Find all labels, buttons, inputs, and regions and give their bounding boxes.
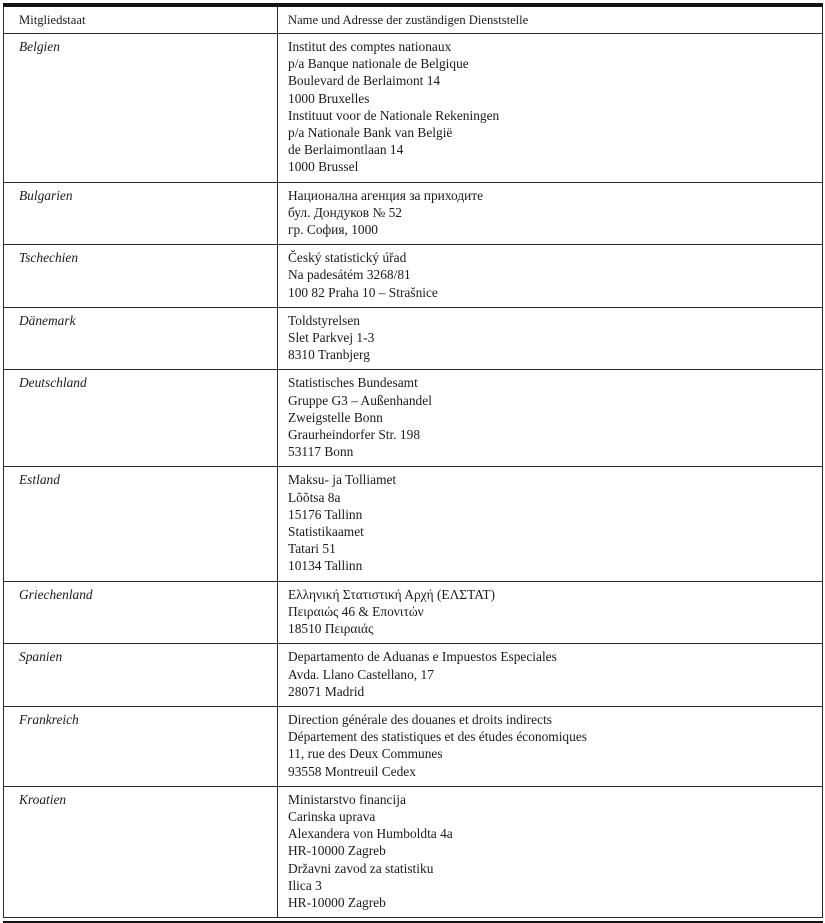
- member-state-name: Griechenland: [19, 586, 93, 602]
- table-row: [4, 307, 823, 370]
- address-line: 15176 Tallinn: [288, 506, 363, 522]
- address-line: 93558 Montreuil Cedex: [288, 763, 416, 779]
- member-state-name: Estland: [19, 472, 60, 488]
- member-state-name: Dänemark: [19, 312, 76, 328]
- member-state-cell: [4, 370, 278, 467]
- address-line: 1000 Brussel: [288, 159, 359, 175]
- member-state-name: Bulgarien: [19, 187, 73, 203]
- address-line: 10134 Tallinn: [288, 558, 363, 574]
- address-line: Avda. Llano Castellano, 17: [288, 666, 434, 682]
- table-row: [4, 370, 823, 467]
- address-line: Ilica 3: [288, 877, 322, 893]
- member-state-cell: [4, 706, 278, 786]
- address-line: p/a Banque nationale de Belgique: [288, 56, 469, 72]
- member-state-name: Spanien: [19, 649, 63, 665]
- address-line: Département des statistiques et des études économiques: [288, 729, 587, 745]
- address-line: Statistikaamet: [288, 524, 364, 540]
- table-body: [4, 34, 823, 918]
- address-line: Toldstyrelsen: [288, 312, 360, 328]
- table-row: [4, 581, 823, 644]
- table-row: [4, 467, 823, 581]
- header-row: [4, 5, 823, 34]
- member-state-cell: [4, 182, 278, 245]
- address-line: Slet Parkvej 1-3: [288, 330, 375, 346]
- address-line: 28071 Madrid: [288, 683, 365, 699]
- address-line: Boulevard de Berlaimont 14: [288, 73, 441, 89]
- address-line: 100 82 Praha 10 – Strašnice: [288, 284, 438, 300]
- address-line: HR-10000 Zagreb: [288, 894, 386, 910]
- authority-cell: [278, 245, 823, 308]
- competent-authorities-table: [3, 3, 823, 918]
- table-row: [4, 182, 823, 245]
- address-line: Institut des comptes nationaux: [288, 39, 452, 54]
- member-state-name: Tschechien: [19, 250, 79, 266]
- member-state-cell: [4, 307, 278, 370]
- address-line: Carinska uprava: [288, 808, 376, 824]
- address-line: p/a Nationale Bank van België: [288, 125, 453, 141]
- header-member-state: Mitgliedstaat: [4, 5, 278, 34]
- address-line: Alexandera von Humboldta 4a: [288, 826, 453, 842]
- member-state-cell: [4, 245, 278, 308]
- address-line: HR-10000 Zagreb: [288, 843, 386, 859]
- authority-cell: [278, 182, 823, 245]
- member-state-name: Kroatien: [19, 791, 67, 807]
- authority-cell: [278, 706, 823, 786]
- address-line: 11, rue des Deux Communes: [288, 746, 443, 762]
- authority-cell: [278, 786, 823, 917]
- address-line: 8310 Tranbjerg: [288, 347, 370, 363]
- member-state-cell: [4, 467, 278, 581]
- authority-cell: [278, 370, 823, 467]
- table-row: [4, 245, 823, 308]
- address-line: de Berlaimontlaan 14: [288, 142, 404, 158]
- authority-cell: [278, 307, 823, 370]
- member-state-cell: [4, 581, 278, 644]
- address-line: Lõõtsa 8a: [288, 489, 341, 505]
- member-state-name: Frankreich: [19, 711, 79, 727]
- address-line: Ministarstvo financija: [288, 791, 406, 807]
- address-line: Graurheindorfer Str. 198: [288, 427, 421, 443]
- table-row: [4, 34, 823, 183]
- authority-cell: [278, 581, 823, 644]
- address-line: Tatari 51: [288, 541, 336, 557]
- member-state-name: Belgien: [19, 39, 60, 54]
- address-line: Maksu- ja Tolliamet: [288, 472, 397, 488]
- address-line: Gruppe G3 – Außenhandel: [288, 392, 432, 408]
- address-line: Zweigstelle Bonn: [288, 409, 383, 425]
- address-line: гр. София, 1000: [288, 222, 378, 238]
- address-line: бул. Дондуков № 52: [288, 204, 402, 220]
- address-line: Departamento de Aduanas e Impuestos Especiales: [288, 649, 557, 665]
- address-line: Πειραιώς 46 & Επονιτών: [288, 603, 424, 619]
- member-state-cell: [4, 644, 278, 707]
- authority-cell: [278, 644, 823, 707]
- member-state-cell: [4, 34, 278, 183]
- address-line: Direction générale des douanes et droits indirects: [288, 711, 553, 727]
- member-state-cell: [4, 786, 278, 917]
- member-state-name: Deutschland: [19, 375, 87, 391]
- address-line: 18510 Πειραιάς: [288, 621, 374, 637]
- address-line: Ελληνική Στατιστική Αρχή (ΕΛΣΤΑΤ): [288, 586, 496, 602]
- address-line: 1000 Bruxelles: [288, 90, 370, 106]
- table-row: [4, 786, 823, 917]
- address-line: Statistisches Bundesamt: [288, 375, 418, 391]
- address-line: 53117 Bonn: [288, 444, 354, 460]
- address-line: Национална агенция за приходите: [288, 187, 484, 203]
- table-row: [4, 706, 823, 786]
- authority-cell: [278, 467, 823, 581]
- table-row: [4, 644, 823, 707]
- header-authority: Name und Adresse der zuständigen Dienststelle: [278, 5, 823, 34]
- address-line: Český statistický úřad: [288, 250, 407, 266]
- address-line: Na padesátém 3268/81: [288, 267, 411, 283]
- address-line: Državni zavod za statistiku: [288, 860, 434, 876]
- address-line: Instituut voor de Nationale Rekeningen: [288, 107, 500, 123]
- authority-cell: [278, 34, 823, 183]
